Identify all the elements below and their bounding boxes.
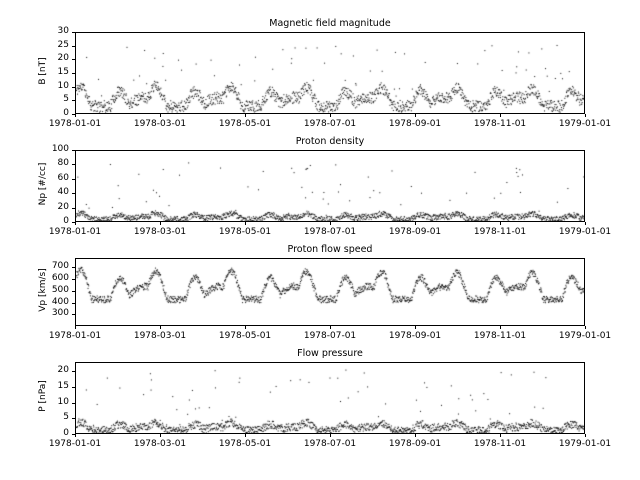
x-tick-label: 1978-07-01	[303, 227, 357, 237]
data-points-4	[76, 363, 584, 433]
y-axis-label-1: B [nT]	[38, 57, 48, 85]
y-tick-mark	[72, 32, 75, 33]
x-tick-mark	[415, 326, 416, 329]
x-tick-label: 1979-01-01	[558, 439, 612, 449]
x-tick-label: 1978-11-01	[473, 227, 527, 237]
y-tick-mark	[72, 279, 75, 280]
y-tick-label: 80	[57, 158, 69, 169]
chart-title-4: Flow pressure	[297, 348, 363, 359]
x-tick-mark	[500, 114, 501, 117]
x-tick-label: 1978-05-01	[218, 119, 272, 129]
x-tick-mark	[160, 114, 161, 117]
y-tick-label: 5	[63, 412, 69, 423]
x-tick-mark	[245, 222, 246, 225]
y-axis-label-3: Vp [km/s]	[38, 268, 48, 312]
x-tick-label: 1978-03-01	[133, 439, 187, 449]
y-tick-mark	[72, 291, 75, 292]
y-tick-mark	[72, 314, 75, 315]
x-tick-mark	[75, 434, 76, 437]
data-points-2	[76, 151, 584, 221]
y-tick-mark	[72, 114, 75, 115]
x-tick-label: 1979-01-01	[558, 227, 612, 237]
y-tick-label: 300	[51, 308, 69, 319]
x-tick-mark	[415, 222, 416, 225]
x-tick-label: 1978-01-01	[48, 227, 102, 237]
chart-title-2: Proton density	[295, 136, 365, 147]
x-tick-mark	[245, 434, 246, 437]
x-tick-mark	[245, 114, 246, 117]
plot-area-1	[75, 32, 585, 114]
x-tick-label: 1978-09-01	[388, 227, 442, 237]
y-tick-label: 20	[57, 365, 69, 376]
y-tick-label: 60	[57, 172, 69, 183]
y-tick-mark	[72, 59, 75, 60]
x-tick-mark	[415, 434, 416, 437]
y-tick-mark	[72, 73, 75, 74]
x-tick-label: 1979-01-01	[558, 119, 612, 129]
x-tick-mark	[330, 222, 331, 225]
x-tick-label: 1978-05-01	[218, 331, 272, 341]
y-tick-label: 20	[57, 53, 69, 64]
x-tick-label: 1978-01-01	[48, 439, 102, 449]
x-tick-mark	[330, 434, 331, 437]
y-tick-mark	[72, 164, 75, 165]
x-tick-mark	[330, 114, 331, 117]
x-tick-label: 1978-01-01	[48, 119, 102, 129]
x-tick-mark	[160, 222, 161, 225]
x-tick-mark	[330, 326, 331, 329]
y-tick-mark	[72, 100, 75, 101]
x-tick-label: 1978-03-01	[133, 119, 187, 129]
chart-title-1: Magnetic field magnitude	[269, 18, 391, 29]
x-tick-label: 1978-05-01	[218, 439, 272, 449]
y-tick-mark	[72, 222, 75, 223]
x-tick-label: 1978-07-01	[303, 439, 357, 449]
y-tick-label: 0	[63, 216, 69, 226]
y-tick-label: 10	[57, 396, 69, 407]
y-tick-label: 5	[63, 94, 69, 105]
y-tick-mark	[72, 371, 75, 372]
y-tick-mark	[72, 303, 75, 304]
x-tick-label: 1978-09-01	[388, 439, 442, 449]
y-tick-label: 10	[57, 80, 69, 91]
y-tick-label: 20	[57, 201, 69, 212]
y-tick-mark	[72, 193, 75, 194]
y-tick-mark	[72, 46, 75, 47]
y-axis-label-2: Np [#/cc]	[38, 162, 48, 206]
y-tick-mark	[72, 179, 75, 180]
x-tick-mark	[585, 114, 586, 117]
x-tick-mark	[75, 222, 76, 225]
y-tick-mark	[72, 434, 75, 435]
x-tick-mark	[500, 222, 501, 225]
x-tick-mark	[500, 326, 501, 329]
y-tick-label: 700	[51, 261, 69, 272]
x-tick-label: 1978-07-01	[303, 331, 357, 341]
x-tick-label: 1978-03-01	[133, 227, 187, 237]
y-tick-mark	[72, 150, 75, 151]
y-tick-mark	[72, 87, 75, 88]
y-tick-label: 30	[57, 26, 69, 36]
x-tick-label: 1978-11-01	[473, 119, 527, 129]
x-tick-label: 1978-11-01	[473, 331, 527, 341]
y-tick-mark	[72, 403, 75, 404]
y-tick-label: 500	[51, 284, 69, 295]
x-tick-label: 1978-05-01	[218, 227, 272, 237]
y-tick-label: 15	[57, 381, 69, 392]
y-tick-label: 0	[63, 428, 69, 438]
plot-area-3	[75, 258, 585, 326]
data-points-1	[76, 33, 584, 113]
x-tick-label: 1978-01-01	[48, 331, 102, 341]
x-tick-label: 1978-09-01	[388, 119, 442, 129]
y-tick-label: 25	[57, 39, 69, 50]
y-tick-label: 400	[51, 296, 69, 307]
x-tick-mark	[500, 434, 501, 437]
y-tick-label: 0	[63, 108, 69, 118]
plot-area-4	[75, 362, 585, 434]
x-tick-mark	[415, 114, 416, 117]
y-tick-label: 15	[57, 67, 69, 77]
x-tick-label: 1979-01-01	[558, 331, 612, 341]
x-tick-mark	[160, 434, 161, 437]
y-tick-label: 100	[51, 144, 69, 154]
x-tick-mark	[585, 222, 586, 225]
y-tick-mark	[72, 387, 75, 388]
plot-area-2	[75, 150, 585, 222]
x-tick-mark	[160, 326, 161, 329]
y-tick-mark	[72, 267, 75, 268]
y-tick-mark	[72, 418, 75, 419]
x-tick-mark	[585, 434, 586, 437]
x-tick-mark	[585, 326, 586, 329]
x-tick-label: 1978-03-01	[133, 331, 187, 341]
x-tick-mark	[75, 326, 76, 329]
y-tick-label: 600	[51, 273, 69, 284]
x-tick-mark	[245, 326, 246, 329]
x-tick-label: 1978-11-01	[473, 439, 527, 449]
y-tick-mark	[72, 208, 75, 209]
y-tick-label: 40	[57, 187, 69, 198]
x-tick-mark	[75, 114, 76, 117]
y-axis-label-4: P [nPa]	[38, 380, 48, 412]
x-tick-label: 1978-07-01	[303, 119, 357, 129]
x-tick-label: 1978-09-01	[388, 331, 442, 341]
chart-title-3: Proton flow speed	[287, 244, 373, 255]
data-points-3	[76, 259, 584, 325]
